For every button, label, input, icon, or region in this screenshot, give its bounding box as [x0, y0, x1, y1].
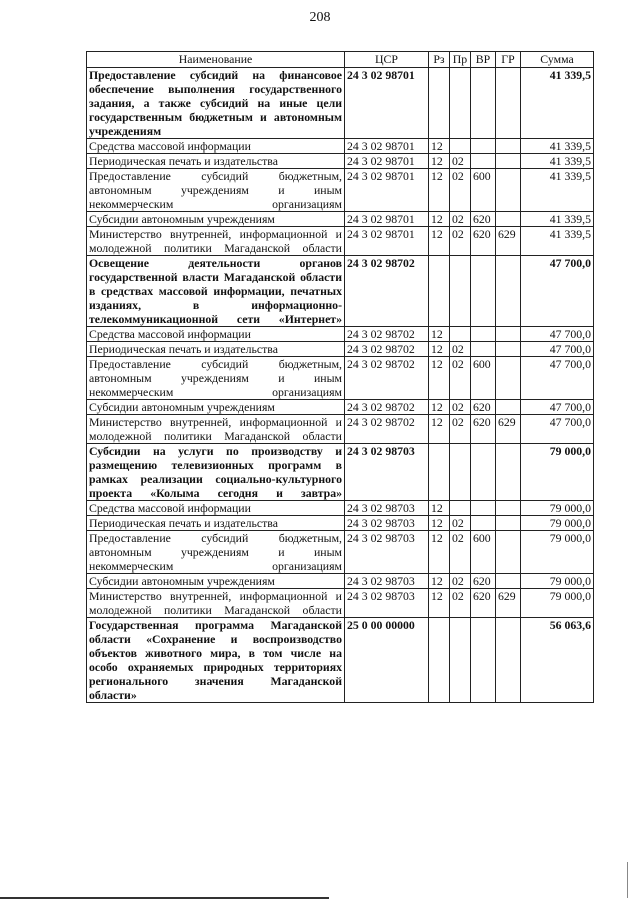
row-sum: 41 339,5 — [521, 212, 594, 227]
row-csr: 24 3 02 98701 — [345, 169, 429, 212]
row-csr: 24 3 02 98703 — [345, 444, 429, 501]
row-pr — [450, 327, 471, 342]
row-vr: 600 — [471, 169, 496, 212]
table-row — [87, 415, 594, 444]
row-csr: 24 3 02 98701 — [345, 154, 429, 169]
row-vr: 600 — [471, 531, 496, 574]
row-sum: 41 339,5 — [521, 139, 594, 154]
row-name: Министерство внутренней, информационной и молодежной политики Магаданской области — [87, 227, 345, 256]
row-csr: 24 3 02 98701 — [345, 227, 429, 256]
row-name: Средства массовой информации — [87, 327, 345, 342]
row-sum: 47 700,0 — [521, 256, 594, 327]
header-vr: ВР — [471, 52, 496, 68]
row-pr — [450, 618, 471, 703]
row-csr: 24 3 02 98703 — [345, 574, 429, 589]
row-rz: 12 — [429, 589, 450, 618]
row-rz: 12 — [429, 139, 450, 154]
row-gr — [496, 139, 521, 154]
table-row — [87, 139, 594, 154]
row-vr — [471, 501, 496, 516]
row-rz — [429, 256, 450, 327]
row-name: Предоставление субсидий бюджетным, автономным учреждениям и иным некоммерческим организациям — [87, 169, 345, 212]
row-rz — [429, 68, 450, 139]
row-name: Субсидии на услуги по производству и размещению телевизионных программ в рамках реализации социально-культурного проекта «Колыма сегодня и завтра» — [87, 444, 345, 501]
row-sum: 41 339,5 — [521, 227, 594, 256]
row-sum: 47 700,0 — [521, 357, 594, 400]
row-vr — [471, 327, 496, 342]
page-number: 208 — [309, 10, 331, 25]
row-pr: 02 — [450, 212, 471, 227]
row-csr: 24 3 02 98701 — [345, 212, 429, 227]
row-vr — [471, 342, 496, 357]
row-vr — [471, 516, 496, 531]
row-rz: 12 — [429, 400, 450, 415]
row-csr: 24 3 02 98702 — [345, 342, 429, 357]
row-csr: 24 3 02 98702 — [345, 256, 429, 327]
row-vr: 620 — [471, 400, 496, 415]
row-rz: 12 — [429, 501, 450, 516]
row-name: Периодическая печать и издательства — [87, 154, 345, 169]
table-row — [87, 342, 594, 357]
row-sum: 47 700,0 — [521, 415, 594, 444]
table-row — [87, 327, 594, 342]
row-name: Субсидии автономным учреждениям — [87, 574, 345, 589]
table-row — [87, 154, 594, 169]
table-row — [87, 212, 594, 227]
row-pr: 02 — [450, 169, 471, 212]
row-pr — [450, 444, 471, 501]
row-rz: 12 — [429, 154, 450, 169]
row-gr — [496, 400, 521, 415]
row-gr — [496, 444, 521, 501]
row-csr: 24 3 02 98701 — [345, 68, 429, 139]
bottom-rule — [0, 897, 329, 899]
row-vr — [471, 68, 496, 139]
row-rz: 12 — [429, 415, 450, 444]
row-name: Освещение деятельности органов государственной власти Магаданской области в средствах массовой информации, печатных изданиях, в информационно-телекоммуникационной сети «Интернет» — [87, 256, 345, 327]
row-rz: 12 — [429, 227, 450, 256]
row-gr — [496, 212, 521, 227]
header-csr: ЦСР — [345, 52, 429, 68]
row-gr — [496, 154, 521, 169]
row-name: Министерство внутренней, информационной и молодежной политики Магаданской области — [87, 589, 345, 618]
row-csr: 24 3 02 98703 — [345, 589, 429, 618]
row-vr — [471, 444, 496, 501]
row-sum: 79 000,0 — [521, 501, 594, 516]
row-gr — [496, 501, 521, 516]
row-sum: 79 000,0 — [521, 516, 594, 531]
row-csr: 24 3 02 98703 — [345, 531, 429, 574]
table-row — [87, 227, 594, 256]
row-pr: 02 — [450, 154, 471, 169]
table-row — [87, 618, 594, 703]
row-pr: 02 — [450, 227, 471, 256]
row-name: Предоставление субсидий на финансовое обеспечение выполнения государственного задания, а также субсидий на иные цели государственным бюджетным и автономным учреждениям — [87, 68, 345, 139]
table-row — [87, 400, 594, 415]
header-name: Наименование — [87, 52, 345, 68]
row-sum: 79 000,0 — [521, 589, 594, 618]
row-gr — [496, 342, 521, 357]
row-rz: 12 — [429, 342, 450, 357]
table-row — [87, 169, 594, 212]
header-gr: ГР — [496, 52, 521, 68]
table-row — [87, 589, 594, 618]
budget-table — [86, 51, 594, 703]
row-rz — [429, 618, 450, 703]
row-sum: 56 063,6 — [521, 618, 594, 703]
row-rz — [429, 444, 450, 501]
row-vr: 600 — [471, 357, 496, 400]
row-name: Средства массовой информации — [87, 501, 345, 516]
row-pr: 02 — [450, 400, 471, 415]
row-name: Государственная программа Магаданской области «Сохранение и воспроизводство объектов животного мира, в том числе на особо охраняемых природных территориях регионального значения Магаданской области» — [87, 618, 345, 703]
row-csr: 24 3 02 98702 — [345, 415, 429, 444]
table-body — [87, 68, 594, 703]
row-vr — [471, 154, 496, 169]
row-vr: 620 — [471, 574, 496, 589]
row-gr — [496, 516, 521, 531]
row-gr — [496, 574, 521, 589]
row-sum: 41 339,5 — [521, 169, 594, 212]
row-pr: 02 — [450, 342, 471, 357]
row-name: Периодическая печать и издательства — [87, 516, 345, 531]
table-row — [87, 516, 594, 531]
row-pr: 02 — [450, 531, 471, 574]
row-csr: 24 3 02 98703 — [345, 516, 429, 531]
row-gr — [496, 256, 521, 327]
row-pr: 02 — [450, 516, 471, 531]
row-pr: 02 — [450, 589, 471, 618]
row-sum: 41 339,5 — [521, 154, 594, 169]
row-csr: 24 3 02 98701 — [345, 139, 429, 154]
table-row — [87, 574, 594, 589]
row-pr: 02 — [450, 415, 471, 444]
row-vr: 620 — [471, 212, 496, 227]
row-vr — [471, 139, 496, 154]
row-rz: 12 — [429, 327, 450, 342]
row-csr: 25 0 00 00000 — [345, 618, 429, 703]
row-csr: 24 3 02 98702 — [345, 327, 429, 342]
table-header-row — [87, 52, 594, 68]
row-gr: 629 — [496, 589, 521, 618]
row-gr — [496, 169, 521, 212]
row-rz: 12 — [429, 531, 450, 574]
row-name: Предоставление субсидий бюджетным, автономным учреждениям и иным некоммерческим организациям — [87, 531, 345, 574]
row-rz: 12 — [429, 574, 450, 589]
row-pr — [450, 256, 471, 327]
row-gr — [496, 618, 521, 703]
scan-edge-mark — [627, 862, 628, 898]
row-sum: 47 700,0 — [521, 327, 594, 342]
row-name: Субсидии автономным учреждениям — [87, 400, 345, 415]
row-gr: 629 — [496, 415, 521, 444]
row-name: Предоставление субсидий бюджетным, автономным учреждениям и иным некоммерческим организациям — [87, 357, 345, 400]
row-sum: 79 000,0 — [521, 574, 594, 589]
row-csr: 24 3 02 98703 — [345, 501, 429, 516]
row-name: Средства массовой информации — [87, 139, 345, 154]
row-gr — [496, 357, 521, 400]
header-sum: Сумма — [521, 52, 594, 68]
row-pr — [450, 68, 471, 139]
row-rz: 12 — [429, 357, 450, 400]
row-csr: 24 3 02 98702 — [345, 400, 429, 415]
header-pr: Пр — [450, 52, 471, 68]
table-row — [87, 256, 594, 327]
row-name: Периодическая печать и издательства — [87, 342, 345, 357]
row-sum: 79 000,0 — [521, 531, 594, 574]
row-vr — [471, 256, 496, 327]
table-row — [87, 444, 594, 501]
header-rz: Рз — [429, 52, 450, 68]
row-vr: 620 — [471, 227, 496, 256]
table-row — [87, 68, 594, 139]
row-csr: 24 3 02 98702 — [345, 357, 429, 400]
table-row — [87, 531, 594, 574]
row-pr — [450, 501, 471, 516]
row-gr — [496, 68, 521, 139]
row-vr: 620 — [471, 589, 496, 618]
table-row — [87, 501, 594, 516]
row-sum: 47 700,0 — [521, 342, 594, 357]
row-sum: 47 700,0 — [521, 400, 594, 415]
row-gr — [496, 531, 521, 574]
row-rz: 12 — [429, 212, 450, 227]
row-gr: 629 — [496, 227, 521, 256]
row-name: Министерство внутренней, информационной и молодежной политики Магаданской области — [87, 415, 345, 444]
row-pr: 02 — [450, 357, 471, 400]
row-gr — [496, 327, 521, 342]
row-pr — [450, 139, 471, 154]
row-sum: 41 339,5 — [521, 68, 594, 139]
row-vr — [471, 618, 496, 703]
row-pr: 02 — [450, 574, 471, 589]
row-rz: 12 — [429, 169, 450, 212]
row-vr: 620 — [471, 415, 496, 444]
row-sum: 79 000,0 — [521, 444, 594, 501]
row-name: Субсидии автономным учреждениям — [87, 212, 345, 227]
row-rz: 12 — [429, 516, 450, 531]
table-row — [87, 357, 594, 400]
